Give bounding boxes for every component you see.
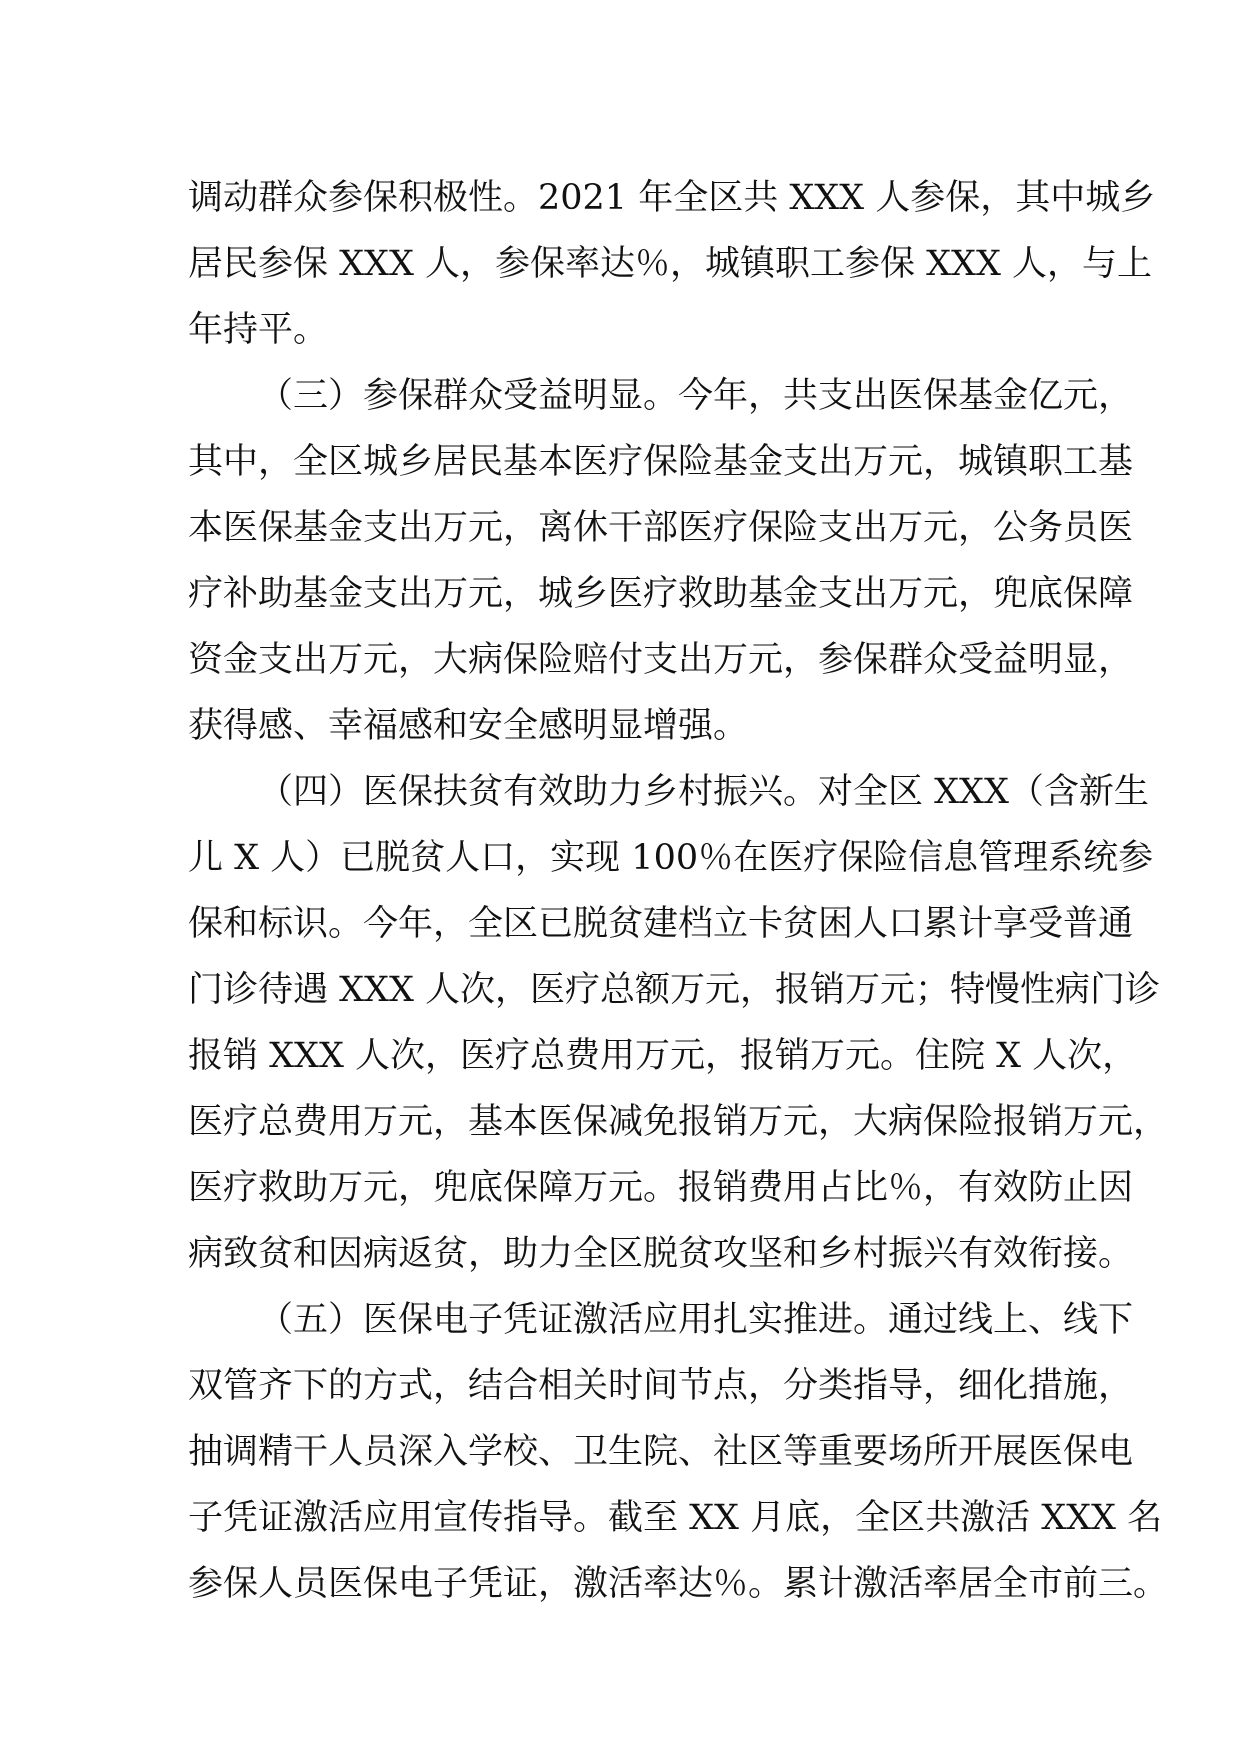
text-line-12: 保和标识。今年，全区已脱贫建档立卡贫困人口累计享受普通	[188, 904, 1134, 944]
text-line-16: 医疗救助万元，兜底保障万元。报销费用占比％，有效防止因	[188, 1168, 1134, 1208]
text-line-1: 调动群众参保积极性。2021 年全区共 XXX 人参保，其中城乡	[188, 178, 1156, 218]
text-line-7: 疗补助基金支出万元，城乡医疗救助基金支出万元，兜底保障	[188, 574, 1134, 614]
text-line-19: 双管齐下的方式，结合相关时间节点，分类指导，细化措施，	[188, 1366, 1134, 1406]
text-line-13: 门诊待遇 XXX 人次，医疗总额万元，报销万元；特慢性病门诊	[188, 970, 1161, 1010]
text-line-21: 子凭证激活应用宣传指导。截至 XX 月底，全区共激活 XXX 名	[188, 1498, 1163, 1538]
text-line-15: 医疗总费用万元，基本医保减免报销万元，大病保险报销万元，	[188, 1102, 1169, 1142]
section-4-heading-line: （四）医保扶贫有效助力乡村振兴。对全区 XXX（含新生	[258, 772, 1149, 812]
text-line-14: 报销 XXX 人次，医疗总费用万元，报销万元。住院 X 人次，	[188, 1036, 1138, 1076]
section-5-heading-line: （五）医保电子凭证激活应用扎实推进。通过线上、线下	[258, 1300, 1134, 1340]
text-line-6: 本医保基金支出万元，离休干部医疗保险支出万元，公务员医	[188, 508, 1134, 548]
text-line-11: 儿 X 人）已脱贫人口，实现 100％在医疗保险信息管理系统参	[188, 838, 1154, 878]
text-line-3: 年持平。	[188, 310, 329, 350]
section-3-heading-line: （三）参保群众受益明显。今年，共支出医保基金亿元，	[258, 376, 1134, 416]
text-line-5: 其中，全区城乡居民基本医疗保险基金支出万元，城镇职工基	[188, 442, 1134, 482]
text-line-8: 资金支出万元，大病保险赔付支出万元，参保群众受益明显，	[188, 640, 1134, 680]
text-line-2: 居民参保 XXX 人，参保率达％，城镇职工参保 XXX 人，与上	[188, 244, 1153, 284]
text-line-9: 获得感、幸福感和安全感明显增强。	[188, 706, 749, 746]
text-line-17: 病致贫和因病返贫，助力全区脱贫攻坚和乡村振兴有效衔接。	[188, 1234, 1134, 1274]
text-line-20: 抽调精干人员深入学校、卫生院、社区等重要场所开展医保电	[188, 1432, 1134, 1472]
text-line-22: 参保人员医保电子凭证，激活率达％。累计激活率居全市前三。	[188, 1564, 1169, 1604]
